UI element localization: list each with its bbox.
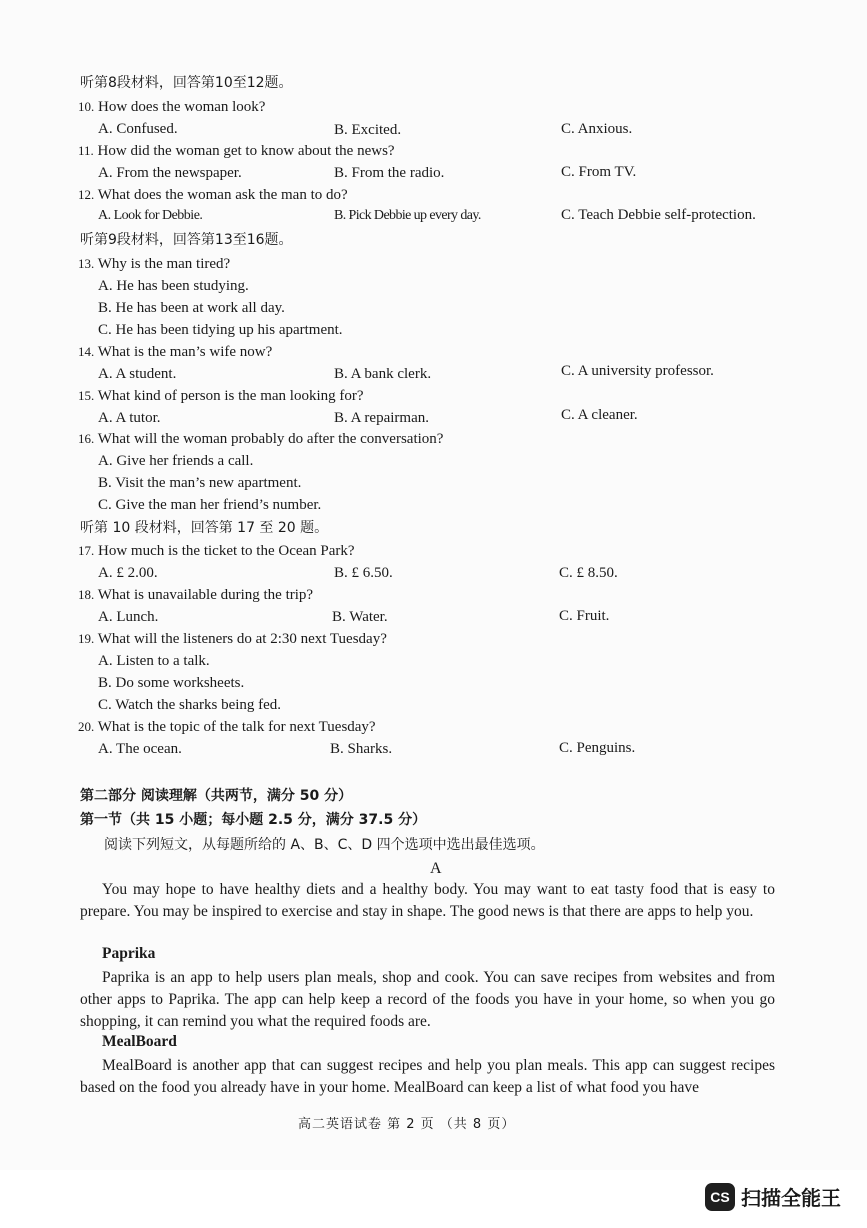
option-a: A. The ocean. xyxy=(98,741,182,757)
option-b: B. £ 6.50. xyxy=(334,565,393,581)
question-20: 20. What is the topic of the talk for next Tuesday? xyxy=(78,719,376,735)
option-a: A. A student. xyxy=(98,366,177,382)
option-b: B. Do some worksheets. xyxy=(98,675,245,691)
part-title: 第二部分 阅读理解（共两节，满分 50 分） xyxy=(80,788,353,804)
option-b: B. Sharks. xyxy=(330,741,393,757)
paprika-paragraph: Paprika is an app to help users plan meals, shop and cook. You can save recipes from websites and from other apps to Paprika. The app can help keep a record of the foods you have in your home, so when you go shopping, it can remind you what the required foods are. xyxy=(80,969,775,1030)
mealboard-paragraph: MealBoard is another app that can suggest recipes and help you plan meals. This app can suggest recipes based on the food you already have in your home. MealBoard can keep a list of what food you have xyxy=(80,1057,775,1096)
option-c: C. Teach Debbie self-protection. xyxy=(561,207,756,223)
app-heading-mealboard: MealBoard xyxy=(102,1033,177,1050)
option-a: A. £ 2.00. xyxy=(98,565,158,581)
option-b: B. From the radio. xyxy=(334,165,445,181)
question-12: 12. What does the woman ask the man to do? xyxy=(78,187,348,203)
section-heading: 听第9段材料，回答第13至16题。 xyxy=(80,232,293,248)
option-b: B. Visit the man’s new apartment. xyxy=(98,475,302,491)
option-c: C. Penguins. xyxy=(559,740,636,756)
option-b: B. Excited. xyxy=(334,122,402,138)
watermark-text: 扫描全能王 xyxy=(741,1186,841,1210)
option-c: C. Watch the sharks being fed. xyxy=(98,697,282,713)
subsection-title: 第一节（共 15 小题；每小题 2.5 分，满分 37.5 分） xyxy=(80,812,427,828)
option-a: A. Lunch. xyxy=(98,609,159,625)
scanner-watermark xyxy=(705,1182,841,1211)
option-c: C. Give the man her friend’s number. xyxy=(98,497,322,513)
question-19: 19. What will the listeners do at 2:30 next Tuesday? xyxy=(78,631,387,647)
question-15: 15. What kind of person is the man looking for? xyxy=(78,388,364,404)
option-c: C. From TV. xyxy=(561,164,637,180)
option-c: C. £ 8.50. xyxy=(559,565,618,581)
question-18: 18. What is unavailable during the trip? xyxy=(78,587,314,603)
option-a: A. From the newspaper. xyxy=(98,165,242,181)
question-13: 13. Why is the man tired? xyxy=(78,256,231,272)
section-heading: 听第 10 段材料，回答第 17 至 20 题。 xyxy=(80,520,329,536)
passage-letter: A xyxy=(430,860,442,877)
option-c: C. Fruit. xyxy=(559,608,610,624)
app-heading-paprika: Paprika xyxy=(102,945,156,962)
option-c: C. He has been tidying up his apartment. xyxy=(98,322,343,338)
option-c: C. Anxious. xyxy=(561,121,633,137)
camscanner-icon: CS xyxy=(705,1183,735,1211)
question-14: 14. What is the man’s wife now? xyxy=(78,344,273,360)
option-a: A. Give her friends a call. xyxy=(98,453,254,469)
option-a: A. He has been studying. xyxy=(98,278,249,294)
option-b: B. He has been at work all day. xyxy=(98,300,285,316)
question-17: 17. How much is the ticket to the Ocean Park? xyxy=(78,543,355,559)
instruction: 阅读下列短文，从每题所给的 A、B、C、D 四个选项中选出最佳选项。 xyxy=(104,837,545,853)
section-heading: 听第8段材料，回答第10至12题。 xyxy=(80,75,293,91)
option-b: B. Water. xyxy=(332,609,388,625)
option-b: B. A repairman. xyxy=(334,410,429,426)
option-a: A. Listen to a talk. xyxy=(98,653,210,669)
option-b: B. Pick Debbie up every day. xyxy=(334,208,481,223)
option-a: A. Confused. xyxy=(98,121,178,137)
intro-paragraph: You may hope to have healthy diets and a healthy body. You may want to eat tasty food that is easy to prepare. You may be inspired to exercise and stay in shape. The good news is that there are apps to help you. xyxy=(80,881,775,920)
option-b: B. A bank clerk. xyxy=(334,366,432,382)
option-a: A. A tutor. xyxy=(98,410,161,426)
option-a: A. Look for Debbie. xyxy=(98,208,203,223)
option-c: C. A cleaner. xyxy=(561,407,638,423)
question-16: 16. What will the woman probably do after the conversation? xyxy=(78,431,444,447)
question-10: 10. How does the woman look? xyxy=(78,99,266,115)
page-footer: 高二英语试卷 第 2 页 （共 8 页） xyxy=(298,1117,516,1132)
question-11: 11. How did the woman get to know about the news? xyxy=(78,143,395,159)
option-c: C. A university professor. xyxy=(561,363,714,379)
